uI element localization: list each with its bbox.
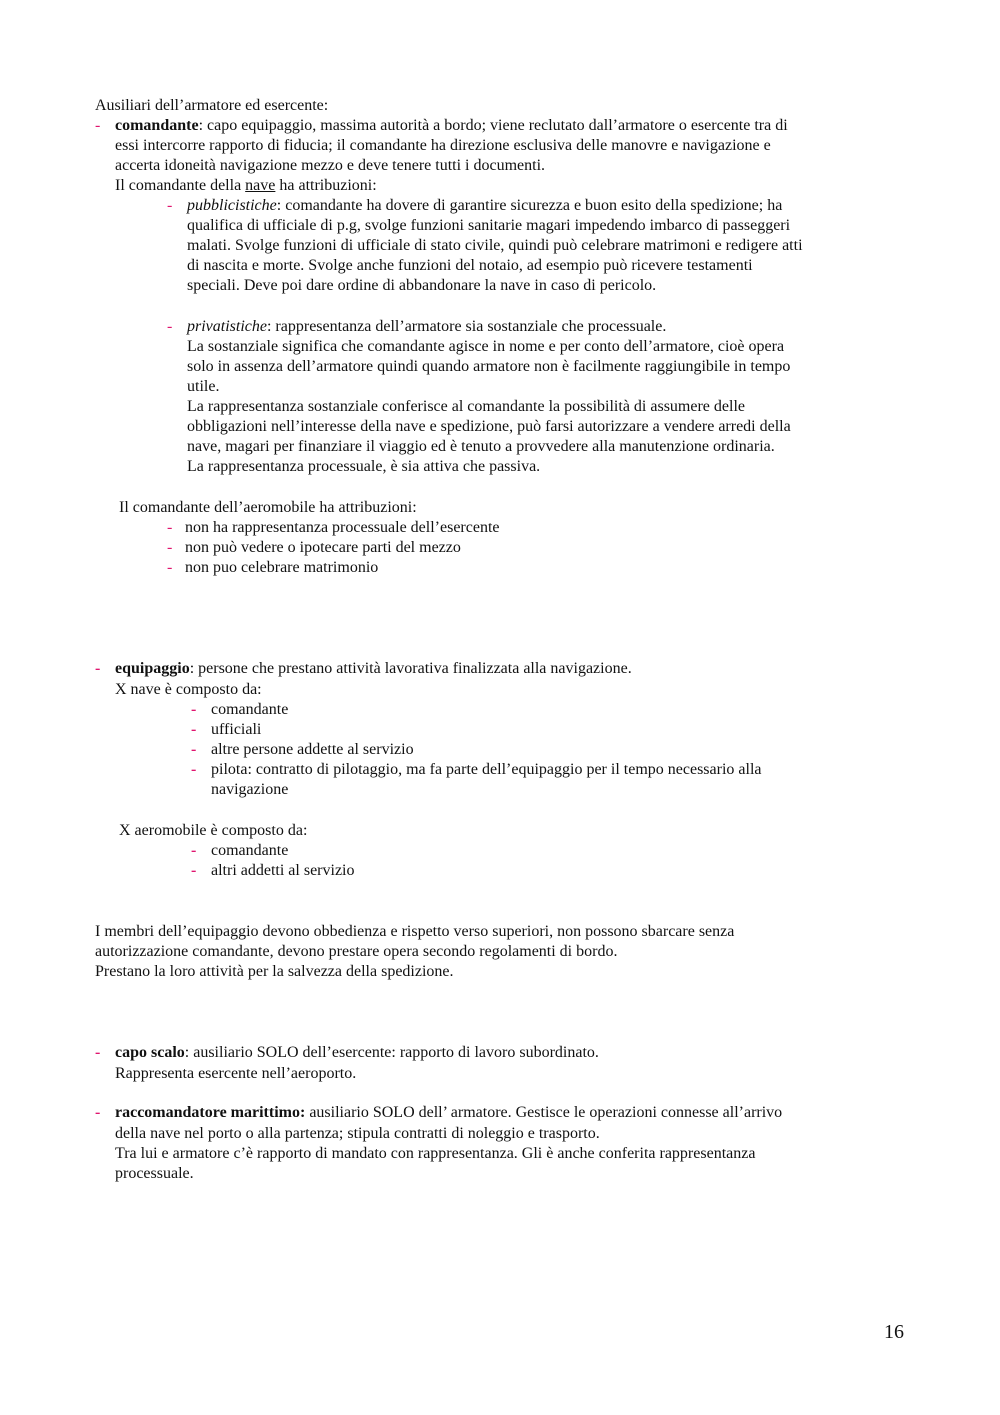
text: ausiliario SOLO dell’ armatore. Gestisce le operazioni connesse all’arrivo (305, 1104, 783, 1121)
priv-line-1 (187, 317, 666, 337)
term-comandante: comandante (115, 117, 199, 134)
bullet-dash: - (95, 660, 101, 677)
bullet-dash: - (191, 701, 197, 718)
membri-line-2: autorizzazione comandante, devono prestare opera secondo regolamenti di bordo. (95, 943, 618, 960)
list-item: non può vedere o ipotecare parti del mezzo (185, 539, 461, 556)
comandante-line-3: accerta idoneità navigazione mezzo e deve tenere tutti i documenti. (115, 157, 546, 174)
raccomandatore-line-4: processuale. (115, 1165, 194, 1182)
list-item: altri addetti al servizio (211, 862, 355, 879)
priv-line-6: obbligazioni nell’interesse della nave e spedizione, può farsi autorizzare a vendere arredi della (187, 418, 791, 435)
list-item: comandante (211, 842, 289, 859)
nave-intro: X nave è composto da: (115, 681, 262, 698)
bullet-dash: - (95, 1044, 101, 1061)
list-item: ufficiali (211, 721, 262, 738)
bullet-dash: - (95, 117, 101, 134)
text: ha attribuzioni: (275, 177, 377, 194)
bullet-dash: - (95, 1104, 101, 1121)
raccomandatore-line-3: Tra lui e armatore c’è rapporto di mandato con rappresentanza. Gli è anche conferita rappresentanza (115, 1145, 756, 1162)
bullet-dash: - (167, 197, 173, 214)
bullet-dash: - (191, 761, 197, 778)
pubbl-line-1 (187, 196, 782, 216)
term-privatistiche: privatistiche (187, 318, 267, 335)
bullet-dash: - (167, 519, 173, 536)
bullet-dash: - (191, 721, 197, 738)
list-item: non puo celebrare matrimonio (185, 559, 379, 576)
comandante-line-2: essi intercorre rapporto di fiducia; il comandante ha direzione esclusiva delle manovre e navigazione e (115, 137, 771, 154)
pubbl-line-5: speciali. Deve poi dare ordine di abbandonare la nave in caso di pericolo. (187, 277, 657, 294)
text: : rappresentanza dell’armatore sia sostanziale che processuale. (266, 318, 667, 335)
capo-scalo-line-1 (115, 1043, 599, 1063)
list-item: pilota: contratto di pilotaggio, ma fa parte dell’equipaggio per il tempo necessario alla (211, 761, 762, 778)
list-item-continuation: navigazione (211, 781, 289, 798)
term-pubblicistiche: pubblicistiche (187, 197, 277, 214)
bullet-dash: - (191, 862, 197, 879)
text: : ausiliario SOLO dell’esercente: rapporto di lavoro subordinato. (184, 1044, 599, 1061)
comandante-nave-line (115, 176, 377, 196)
pubbl-line-2: qualifica di ufficiale di p.g, svolge funzioni sanitarie magari impedendo imbarco di passeggeri (187, 217, 791, 234)
term-equipaggio: equipaggio (115, 660, 190, 677)
list-item: comandante (211, 701, 289, 718)
aero-intro: X aeromobile è composto da: (119, 822, 308, 839)
comandante-line-1 (115, 116, 788, 136)
page-number: 16 (884, 1321, 904, 1343)
text: : persone che prestano attività lavorativa finalizzata alla navigazione. (189, 660, 632, 677)
priv-line-7: nave, magari per finanziare il viaggio ed è tenuto a provvedere alla manutenzione ordinaria. (187, 438, 775, 455)
aero-intro: Il comandante dell’aeromobile ha attribuzioni: (119, 499, 417, 516)
bullet-dash: - (167, 318, 173, 335)
bullet-dash: - (191, 842, 197, 859)
list-item: altre persone addette al servizio (211, 741, 414, 758)
membri-line-3: Prestano la loro attività per la salvezza della spedizione. (95, 963, 454, 980)
priv-line-4: utile. (187, 378, 220, 395)
priv-line-8: La rappresentanza processuale, è sia attiva che passiva. (187, 458, 541, 475)
priv-line-5: La rappresentanza sostanziale conferisce al comandante la possibilità di assumere delle (187, 398, 745, 415)
text: : comandante ha dovere di garantire sicurezza e buon esito della spedizione; ha (276, 197, 783, 214)
nave-underlined: nave (245, 177, 276, 194)
intro-heading: Ausiliari dell’armatore ed esercente: (95, 97, 329, 114)
pubbl-line-3: malati. Svolge funzioni di ufficiale di stato civile, quindi può celebrare matrimoni e redigere atti (187, 237, 803, 254)
pubbl-line-4: di nascita e morte. Svolge anche funzioni del notaio, ad esempio può ricevere testamenti (187, 257, 753, 274)
bullet-dash: - (191, 741, 197, 758)
capo-scalo-line-2: Rappresenta esercente nell’aeroporto. (115, 1065, 357, 1082)
priv-line-2: La sostanziale significa che comandante agisce in nome e per conto dell’armatore, cioè opera (187, 338, 785, 355)
raccomandatore-line-1 (115, 1103, 782, 1123)
bullet-dash: - (167, 539, 173, 556)
membri-line-1: I membri dell’equipaggio devono obbedienza e rispetto verso superiori, non possono sbarcare senza (95, 923, 735, 940)
list-item: non ha rappresentanza processuale dell’esercente (185, 519, 500, 536)
term-capo-scalo: capo scalo (115, 1044, 185, 1061)
text: Il comandante della (115, 177, 246, 194)
text: : capo equipaggio, massima autorità a bordo; viene reclutato dall’armatore o esercente tra di (198, 117, 788, 134)
raccomandatore-line-2: della nave nel porto o alla partenza; stipula contratti di noleggio e trasporto. (115, 1125, 600, 1142)
bullet-dash: - (167, 559, 173, 576)
equipaggio-line-1 (115, 659, 632, 679)
term-raccomandatore: raccomandatore marittimo: (115, 1104, 306, 1121)
priv-line-3: solo in assenza dell’armatore quindi quando armatore non è facilmente raggiungibile in tempo (187, 358, 791, 375)
